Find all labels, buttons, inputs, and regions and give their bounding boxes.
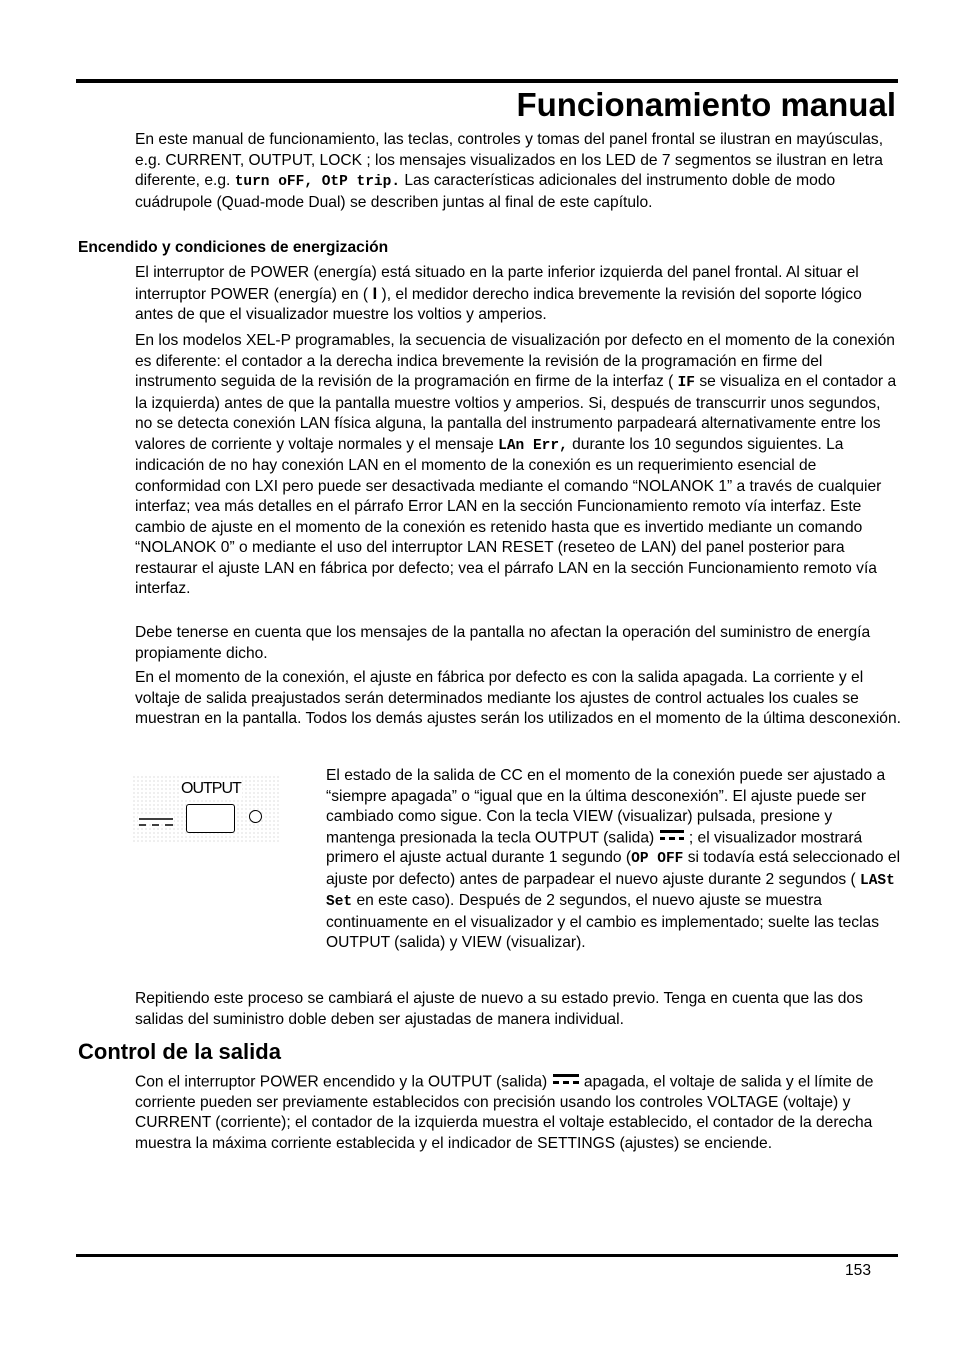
power-paragraph-3: Debe tenerse en cuenta que los mensajes de la pantalla no afectan la operación del suministro de energía propiamente dicho. [135, 624, 871, 662]
output-text-c: si todavía está seleccionado el ajuste por defecto) antes de parpadear el nuevo ajuste durante 2 segundos ( [326, 849, 901, 888]
power-text-1a: El interruptor de POWER (energía) está situado en la parte inferior izquierda del panel frontal. Al situar el interruptor POWER (energía) en ( [135, 264, 859, 303]
power-paragraph-6: Repitiendo este proceso se cambiará el ajuste de nuevo a su estado previo. Tenga en cuenta que las dos salidas del suministro doble deben ser ajustadas de manera individual. [135, 990, 863, 1028]
power-paragraph-2 [135, 331, 901, 600]
output-control-text-a: Con el interruptor POWER encendido y la OUTPUT (salida) [135, 1073, 552, 1091]
section-heading-power-on: Encendido y condiciones de energización [78, 239, 389, 256]
display-last-set-example: LASt Set [326, 872, 895, 911]
dc-output-symbol-icon [138, 814, 174, 824]
power-paragraph-1 [135, 263, 901, 326]
power-text-1b: ), el medidor derecho indica brevemente la revisión del soporte lógico antes de que el visualizador muestre los voltios y amperios. [135, 285, 862, 323]
power-text-2c: durante los 10 segundos siguientes. La indicación de no hay conexión LAN en el momento de la conexión es un requerimiento esencial de conformidad con LXI pero puede ser desactivada mediante el comando “NOLANOK 1” a través de cualquier interfaz; vea más detalles en el párrafo Error LAN en la sección Funcionamiento remoto vía interfaz. Este cambio de ajuste en el momento de la conexión es retenido hasta que es invertido mediante un comando “NOLANOK 0” o mediante el uso del interruptor LAN RESET (reseteo de LAN) del panel posterior para restaurar el ajuste LAN en fábrica por defecto; vea el párrafo LAN en la sección Funcionamiento remoto vía interfaz. [135, 435, 882, 597]
intro-paragraph [135, 130, 901, 213]
output-text-a: El estado de la salida de CC en el momento de la conexión puede ser ajustado a “siempre apagada” o “igual que en la última desconexión”. El ajuste puede ser cambiado como sigue. Con la tecla VIEW (visualizar) pulsada, presione y mantenga presionada la tecla OUTPUT (salida) [326, 767, 886, 846]
output-text-b: ; el visualizador mostrará primero el ajuste actual durante 1 segundo ( [326, 828, 863, 867]
output-panel-illustration [132, 775, 280, 844]
display-lan-err-example: LAn Err, [498, 437, 568, 454]
display-if-example: IF [677, 375, 696, 391]
intro-display-example: turn oFF, OtP trip. [234, 174, 401, 190]
display-op-off-example: OP OFF [631, 851, 684, 868]
power-text-2a: En los modelos XEL-P programables, la secuencia de visualización por defecto en el momento de la conexión es diferente: el contador a la derecha indica brevemente la revisión de la programación en firme del instrumento seguida de la revisión de la programación en firme de la interfaz ( [135, 332, 895, 390]
output-control-paragraph [135, 1072, 901, 1154]
dc-output-symbol-icon [659, 828, 685, 849]
output-led-indicator [249, 810, 262, 823]
output-text-d: en este caso). Después de 2 segundos, el nuevo ajuste se muestra continuamente en el visualizador y el cambio es implementado; suelte las teclas OUTPUT (salida) y VIEW (visualizar). [326, 892, 880, 952]
bottom-rule [76, 1254, 898, 1257]
top-rule [76, 79, 898, 83]
power-on-symbol-icon: I [372, 283, 378, 303]
output-button [186, 804, 235, 833]
output-setting-paragraph [326, 766, 904, 954]
intro-text-2: Las características adicionales del instrumento doble de modo cuádrupole (Quad-mode Dual) se describen juntas al final de este capítulo. [135, 172, 836, 211]
dc-output-symbol-icon [552, 1072, 580, 1093]
power-text-2b: se visualiza en el contador a la izquierda) antes de que la pantalla muestre voltios y amperios. Si, después de transcurrir unos segundos, no se detecta conexión LAN física alguna, la pantalla del instrumento parpadeará alternativamente entre los valores de corriente y voltaje normales y el mensaje [135, 373, 897, 453]
intro-text-1: En este manual de funcionamiento, las teclas, controles y tomas del panel frontal se ilustran en mayúsculas, e.g. CURRENT, OUTPUT, LOCK ; los mensajes visualizados en los LED de 7 segmentos se ilustran en letra diferente, e.g. [135, 131, 884, 189]
page-number: 153 [845, 1262, 872, 1279]
page-title: Funcionamiento manual [516, 86, 896, 123]
section-heading-output-control: Control de la salida [78, 1039, 281, 1064]
power-paragraph-4: En el momento de la conexión, el ajuste en fábrica por defecto es con la salida apagada. La corriente y el voltaje de salida preajustados serán determinados mediante los ajustes de control actuales los cuales se muestran en la pantalla. Todos los demás ajustes serán los utilizados en el momento de la última desconexión. [135, 669, 901, 727]
panel-output-label: OUTPUT [181, 780, 241, 797]
output-control-text-b: apagada, el voltaje de salida y el límite de corriente pueden ser previamente establecidos con precisión usando los controles VOLTAGE (voltaje) y CURRENT (corriente); el contador de la izquierda muestra el voltaje establecido, el contador de la derecha muestra la máxima corriente establecida y el indicador de SETTINGS (ajustes) se enciende. [135, 1073, 874, 1152]
